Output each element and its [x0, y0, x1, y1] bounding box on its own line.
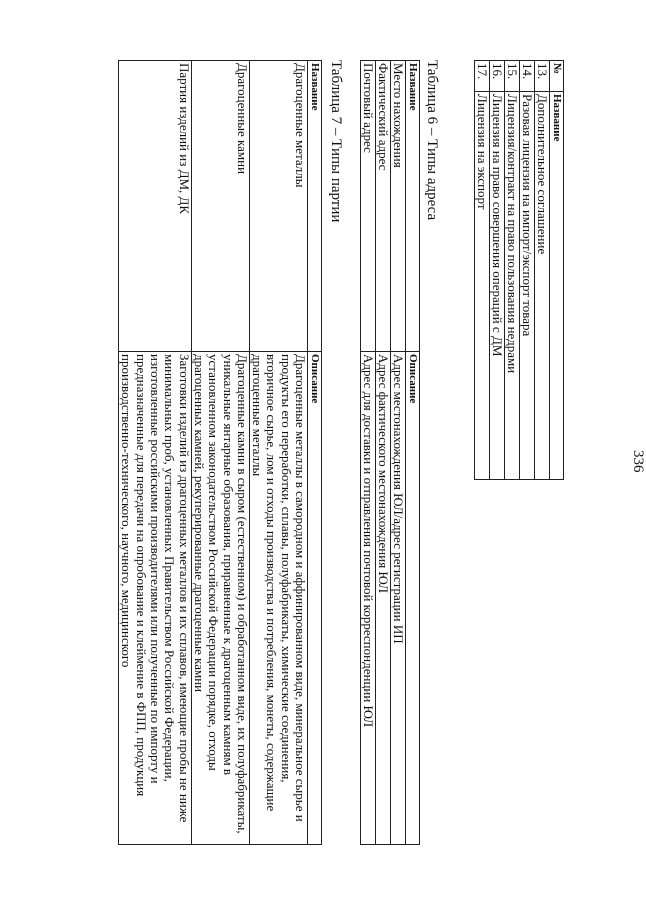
row-number: 17.: [475, 61, 490, 92]
row-number: 14.: [520, 61, 535, 92]
row-name: Партия изделий из ДМ, ДК: [119, 61, 191, 352]
column-header-name: Название: [406, 61, 420, 352]
column-header-name: Название: [308, 61, 322, 352]
table-row: [191, 61, 249, 845]
table-header-row: [406, 61, 420, 845]
row-description: Адрес для доставки и отправления почтовой корреспонденции ЮЛ: [361, 352, 376, 845]
table7-caption: Таблица 7 – Типы партии: [328, 60, 344, 223]
row-description: Адрес местонахождения ЮЛ/адрес регистрации ИП: [391, 352, 406, 845]
table6-caption: Таблица 6 – Типы адреса: [424, 60, 440, 221]
row-name: Драгоценные металлы: [249, 61, 307, 352]
column-header-number: №: [550, 61, 564, 92]
table-row: [361, 61, 376, 845]
row-name: Почтовый адрес: [361, 61, 376, 352]
row-name: Дополнительное соглашение: [535, 92, 550, 480]
row-name: Лицензия на экспорт: [475, 92, 490, 480]
row-name: Разовая лицензия на импорт/экспорт товара: [520, 92, 535, 480]
table-row: [505, 61, 520, 480]
row-number: 15.: [505, 61, 520, 92]
table-header-row: [308, 61, 322, 845]
row-description: Драгоценные камни в сыром (естественном) и обработанном виде, их полуфабрикаты, уникальные янтарные образования, приравненные к драгоценным камням в установленном законодательством Российской Федерации порядке, отходы драгоценных камней, рекуперированные драгоценные камни: [191, 352, 249, 845]
table-row: [535, 61, 550, 480]
column-header-description: Описание: [406, 352, 420, 845]
table-row: [475, 61, 490, 480]
row-name: Фактический адрес: [376, 61, 391, 352]
page-number: 336: [630, 450, 646, 473]
table-row: [520, 61, 535, 480]
table-header-row: [550, 61, 564, 480]
row-description: Адрес фактического местонахождения ЮЛ: [376, 352, 391, 845]
row-description: Заготовки изделий из драгоценных металлов и их сплавов, имеющие пробы не ниже минимальных проб, установленных Правительством Российской Федерации, изготовленные российскими производителями или полученные по импорту и предназначенные для передачи на опробование и клеймение в ФПП, продукция производственно-технического, научного, медицинского: [119, 352, 191, 845]
row-name: Лицензия на право совершения операций с ДМ: [490, 92, 505, 480]
row-number: 13.: [535, 61, 550, 92]
column-header-description: Описание: [308, 352, 322, 845]
table-row: [119, 61, 191, 845]
column-header-name: Название: [550, 92, 564, 480]
table-row: [376, 61, 391, 845]
address-types-table: [360, 60, 420, 845]
document-types-table-continued: [474, 60, 564, 480]
table-row: [391, 61, 406, 845]
row-number: 16.: [490, 61, 505, 92]
table-row: [490, 61, 505, 480]
row-name: Лицензия/контракт на право пользования недрами: [505, 92, 520, 480]
row-name: Место нахождения: [391, 61, 406, 352]
row-name: Драгоценные камни: [191, 61, 249, 352]
batch-types-table: [118, 60, 322, 845]
row-description: Драгоценные металлы в самородном и аффинированном виде, минеральное сырье и продукты его переработки, сплавы, полуфабрикаты, химические соединения, вторичное сырье, лом и отходы производства и потребления, монеты, содержащие драгоценные металлы: [249, 352, 307, 845]
table-row: [249, 61, 307, 845]
